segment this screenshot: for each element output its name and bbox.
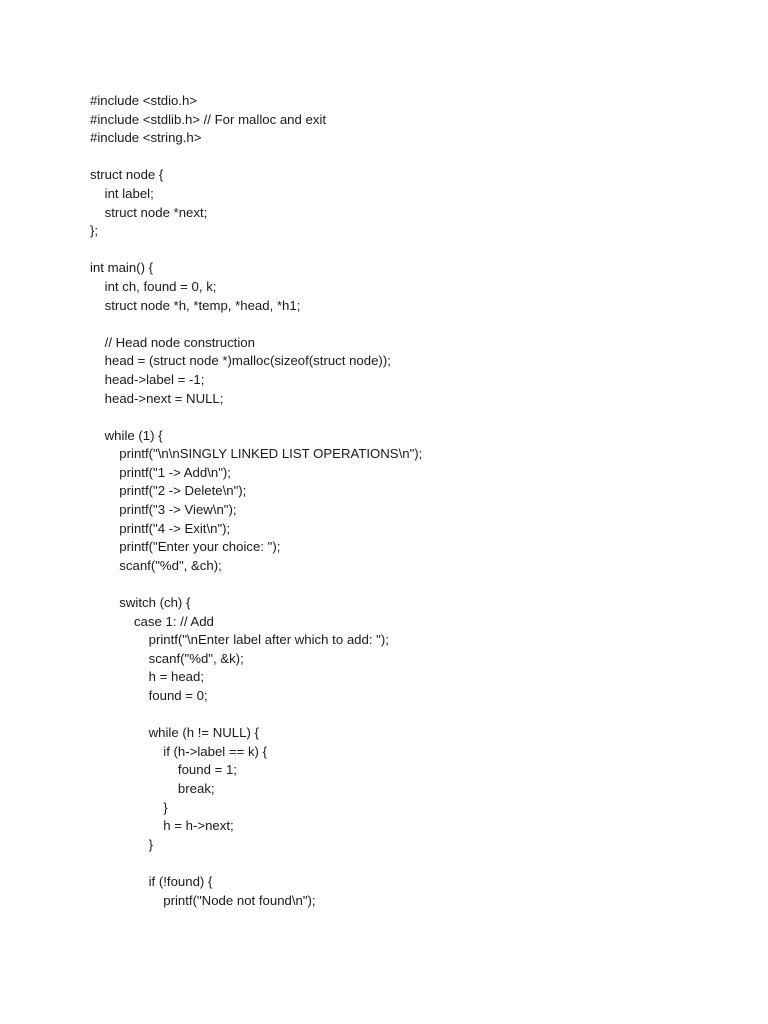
code-line: [90, 706, 422, 725]
code-line: struct node *next;: [90, 204, 208, 220]
code-line: [90, 315, 422, 334]
code-line: switch (ch) {: [90, 595, 191, 611]
code-line: [90, 241, 422, 260]
code-line: printf("4 -> Exit\n");: [90, 520, 231, 536]
code-line: while (h != NULL) {: [90, 725, 259, 741]
code-line: h = h->next;: [90, 818, 234, 834]
code-line: h = head;: [90, 669, 204, 685]
code-line: break;: [90, 780, 215, 796]
code-line: head->next = NULL;: [90, 390, 224, 406]
code-line: #include <stdio.h>: [90, 93, 198, 108]
code-line: #include <string.h>: [90, 130, 202, 146]
code-listing: [90, 92, 422, 910]
code-line: head = (struct node *)malloc(sizeof(struct node));: [90, 353, 391, 369]
code-line: scanf("%d", &k);: [90, 650, 244, 666]
code-line: [90, 408, 422, 427]
code-line: [90, 854, 422, 873]
code-line: printf("3 -> View\n");: [90, 502, 237, 518]
code-line: struct node *h, *temp, *head, *h1;: [90, 297, 301, 313]
code-line: printf("Enter your choice: ");: [90, 539, 281, 555]
code-line: found = 0;: [90, 688, 208, 703]
code-line: printf("1 -> Add\n");: [90, 464, 231, 480]
code-line: #include <stdlib.h> // For malloc and exit: [90, 111, 327, 127]
code-line: if (h->label == k) {: [90, 743, 268, 759]
code-line: int ch, found = 0, k;: [90, 278, 217, 294]
code-line: [90, 575, 422, 594]
code-line: if (!found) {: [90, 873, 213, 889]
code-line: int label;: [90, 185, 154, 201]
code-line: struct node {: [90, 167, 164, 183]
code-line: head->label = -1;: [90, 371, 205, 387]
code-line: printf("\nEnter label after which to add: ");: [90, 632, 389, 648]
code-line: // Head node construction: [90, 334, 255, 350]
code-line: found = 1;: [90, 762, 237, 778]
code-line: while (1) {: [90, 427, 163, 443]
code-line: }: [90, 836, 154, 852]
code-line: printf("2 -> Delete\n");: [90, 483, 247, 499]
code-line: case 1: // Add: [90, 613, 214, 629]
code-line: }: [90, 799, 168, 815]
code-line: printf("\n\nSINGLY LINKED LIST OPERATIONS\n");: [90, 446, 423, 462]
code-line: [90, 148, 422, 167]
code-line: printf("Node not found\n");: [90, 892, 316, 908]
code-line: };: [90, 223, 99, 239]
code-line: scanf("%d", &ch);: [90, 557, 222, 573]
code-line: int main() {: [90, 260, 154, 276]
